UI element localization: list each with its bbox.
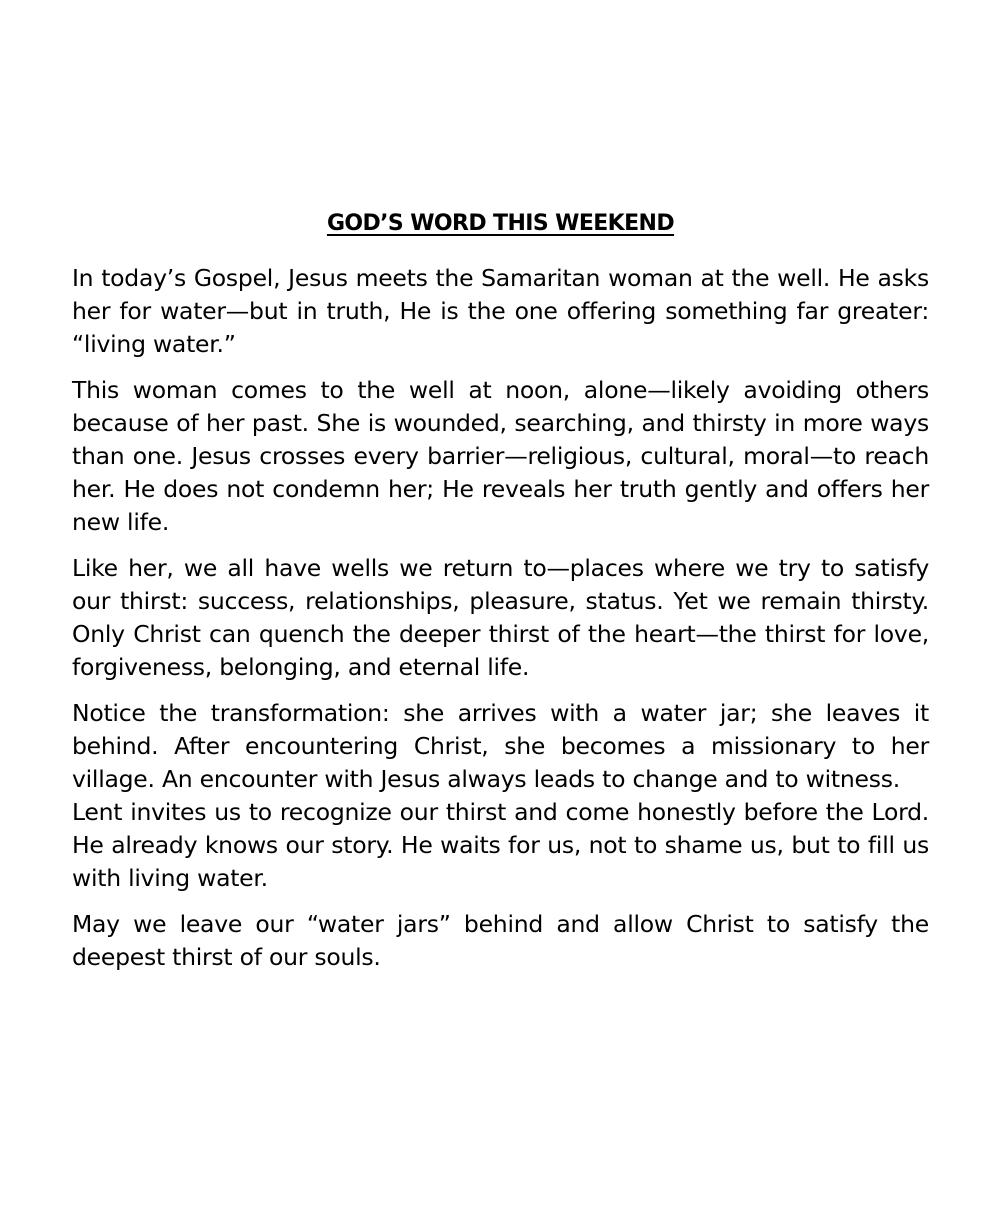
paragraph-closing-prayer: May we leave our “water jars” behind and allow Christ to satisfy the deepest thirst of our souls. <box>72 910 929 971</box>
document-page <box>72 208 929 987</box>
paragraph-samaritan-woman: This woman comes to the well at noon, alone—likely avoiding others because of her past. She is wounded, searching, and thirsty in more ways than one. Jesus crosses every barrier—religious, cultural, moral—to reach her. He does not condemn her; He reveals her truth gently and offers her new life. <box>72 376 929 536</box>
paragraph-lent-invitation: Lent invites us to recognize our thirst and come honestly before the Lord. He already knows our story. He waits for us, not to shame us, but to fill us with living water. <box>72 798 929 892</box>
paragraph-transformation: Notice the transformation: she arrives with a water jar; she leaves it behind. After encountering Christ, she becomes a missionary to her village. An encounter with Jesus always leads to change and to witness. <box>72 699 929 793</box>
document-title: GOD’S WORD THIS WEEKEND <box>326 211 675 236</box>
paragraph-our-wells: Like her, we all have wells we return to—places where we try to satisfy our thirst: success, relationships, pleasure, status. Yet we remain thirsty. Only Christ can quench the deeper thirst of the heart—the thirst for love, forgiveness, belonging, and eternal life. <box>72 554 929 681</box>
paragraph-gospel-intro: In today’s Gospel, Jesus meets the Samaritan woman at the well. He asks her for water—but in truth, He is the one offering something far greater: “living water.” <box>72 264 929 358</box>
